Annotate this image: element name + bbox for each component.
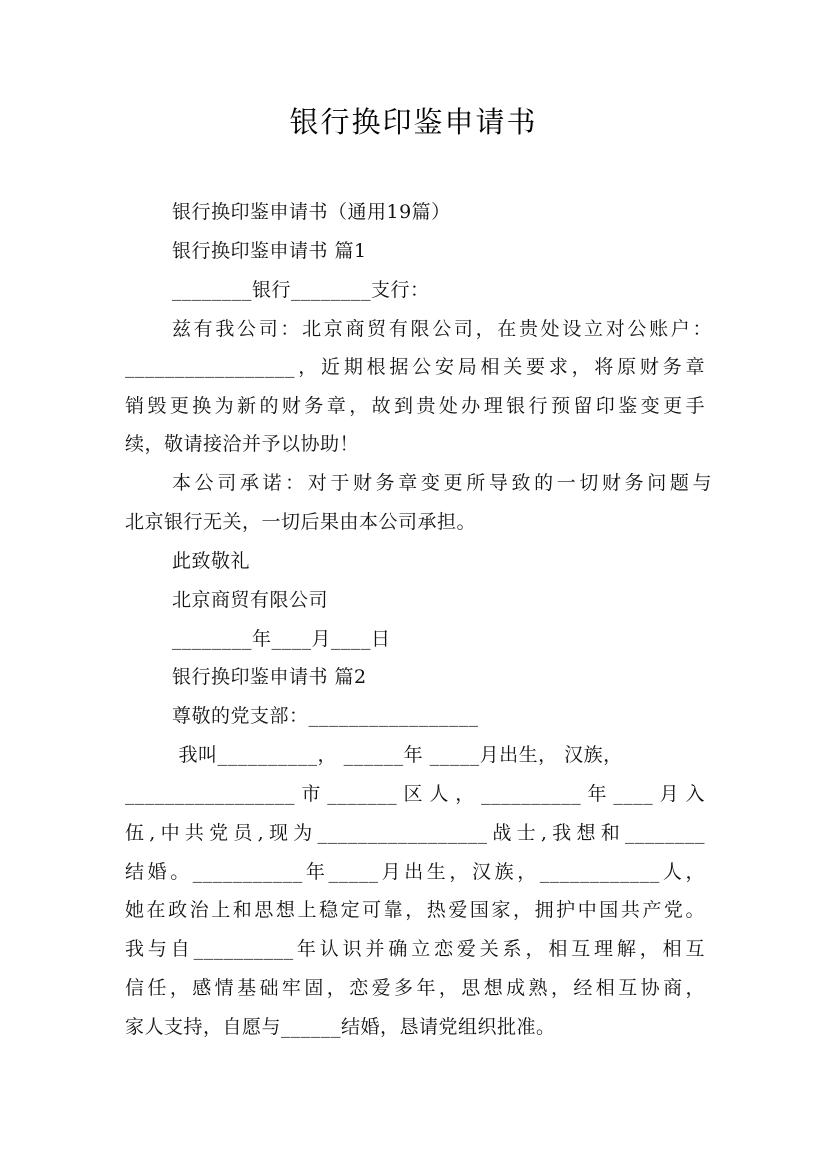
salutation-line: 尊敬的党支部：_________________	[172, 705, 479, 727]
body-line: 信任，感情基础牢固，恋爱多年，思想成熟，经相互协商，	[125, 977, 705, 999]
salutation-line: ________银行________支行：	[172, 279, 430, 301]
section-heading-1: 银行换印鉴申请书 篇1	[172, 240, 367, 262]
body-line: _________________，近期根据公安局相关要求，将原财务章	[125, 356, 705, 378]
section-heading-2: 银行换印鉴申请书 篇2	[172, 666, 367, 688]
body-line: 她在政治上和思想上稳定可靠，热爱国家，拥护中国共产党。	[125, 899, 705, 921]
date-line: ________年____月____日	[172, 628, 391, 650]
body-line: 结婚。___________年_____月出生，汉族，____________人，	[125, 861, 705, 883]
body-line: 我叫__________， ______年 _____月出生， 汉族，	[172, 744, 623, 766]
body-line: 兹有我公司：北京商贸有限公司，在贵处设立对公账户：	[172, 318, 712, 340]
body-line: 销毁更换为新的财务章，故到贵处办理银行预留印鉴变更手	[125, 395, 705, 417]
document-title: 银行换印鉴申请书	[289, 105, 538, 139]
collection-heading: 银行换印鉴申请书（通用19篇）	[172, 201, 451, 223]
body-line: _________________市_______区人，__________年____月入	[125, 783, 705, 805]
body-line: 我与自__________年认识并确立恋爱关系，相互理解，相互	[125, 938, 705, 960]
body-line: 续，敬请接洽并予以协助！	[125, 433, 360, 455]
body-line: 家人支持，自愿与______结婚，恳请党组织批准。	[125, 1016, 556, 1038]
body-line: 北京银行无关，一切后果由本公司承担。	[125, 511, 477, 533]
body-line: 本公司承诺：对于财务章变更所导致的一切财务问题与	[172, 472, 712, 494]
closing-line: 此致敬礼	[172, 550, 251, 572]
body-line: 伍,中共党员,现为_________________战士,我想和________	[125, 822, 705, 844]
company-signature: 北京商贸有限公司	[172, 589, 329, 611]
